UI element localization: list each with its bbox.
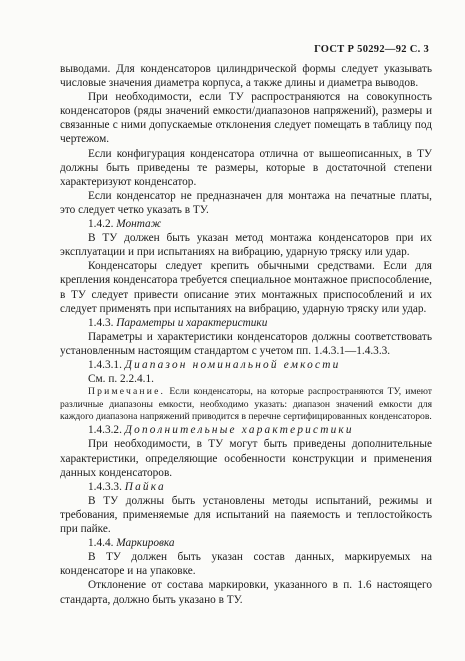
section-number: 1.4.3.1.: [88, 358, 122, 371]
section-number: 1.4.3.: [88, 316, 114, 329]
section-heading-1-4-3-3: [60, 480, 432, 494]
section-title: Пайка: [124, 480, 166, 493]
section-heading-1-4-3-2: [60, 423, 432, 437]
section-number: 1.4.2.: [88, 218, 114, 231]
section-number: 1.4.3.2.: [88, 424, 122, 437]
section-title: Дополнительные характеристики: [124, 424, 354, 437]
paragraph: Отклонение от состава маркировки, указанного в п. 1.6 настоящего стандарта, должно быть указано в ТУ.: [60, 579, 432, 606]
paragraph: выводами. Для конденсаторов цилиндрической формы следует указывать числовые значения диаметра корпуса, а также длины и диаметра выводов.: [60, 63, 432, 90]
section-heading-1-4-3-1: [60, 358, 432, 372]
paragraph: Если конфигурация конденсатора отлична от вышеописанных, в ТУ должны быть приведены те размеры, которые в достаточной степени характеризуют конденсатор.: [60, 147, 432, 188]
section-number: 1.4.3.3.: [88, 480, 122, 493]
paragraph: При необходимости, если ТУ распространяются на совокупность конденсаторов (ряды значений емкости/диапазонов напряжений), размеры и связанные с ними допускаемые отклонения следует помещать в таблицу под чертежом.: [60, 91, 432, 146]
document-body: [60, 62, 432, 607]
paragraph: В ТУ должен быть указан метод монтажа конденсаторов при их эксплуатации и при испытаниях на вибрацию, ударную тряску или удар.: [60, 232, 432, 259]
section-title: Параметры и характеристики: [116, 316, 268, 329]
note: [60, 386, 432, 423]
page-header: ГОСТ Р 50292—92 С. 3: [314, 44, 429, 55]
paragraph: Конденсаторы следует крепить обычными средствами. Если для крепления конденсатора требуется специальное монтажное приспособление, в ТУ следует привести описание этих монтажных приспособлений и их следует применять при испытаниях на вибрацию, ударную тряску или удар.: [60, 260, 432, 315]
section-heading-1-4-3: [60, 316, 432, 330]
section-number: 1.4.4.: [88, 537, 114, 550]
section-title: Маркировка: [116, 537, 175, 550]
paragraph: В ТУ должны быть установлены методы испытаний, режимы и требования, применяемые для испытаний на паяемость и теплостойкость при пайке.: [60, 494, 432, 536]
paragraph: Если конденсатор не предназначен для монтажа на печатные платы, это следует четко указать в ТУ.: [60, 189, 432, 216]
note-label: Примечание.: [88, 386, 166, 398]
paragraph: Параметры и характеристики конденсаторов должны соответствовать установленным настоящим стандартом с учетом пп. 1.4.3.1—1.4.3.3.: [60, 330, 432, 357]
section-heading-1-4-2: [60, 217, 432, 231]
paragraph: В ТУ должен быть указан состав данных, маркируемых на конденсаторе и на упаковке.: [60, 551, 432, 578]
section-title: Диапазон номинальной емкости: [124, 358, 341, 371]
paragraph: При необходимости, в ТУ могут быть приведены дополнительные характеристики, определяющие особенности конструкции и применения данных конденсаторов.: [60, 438, 432, 479]
section-heading-1-4-4: [60, 536, 432, 550]
note-text: Если конденсаторы, на которые распространяются ТУ, имеют различные диапазоны емкости, необходимо указать: диапазон значений емкости для каждого диапазона напряжений приводится в перечне сертифицированных конденсаторов.: [60, 386, 432, 422]
section-title: Монтаж: [116, 218, 162, 231]
paragraph: См. п. 2.2.4.1.: [88, 373, 154, 386]
